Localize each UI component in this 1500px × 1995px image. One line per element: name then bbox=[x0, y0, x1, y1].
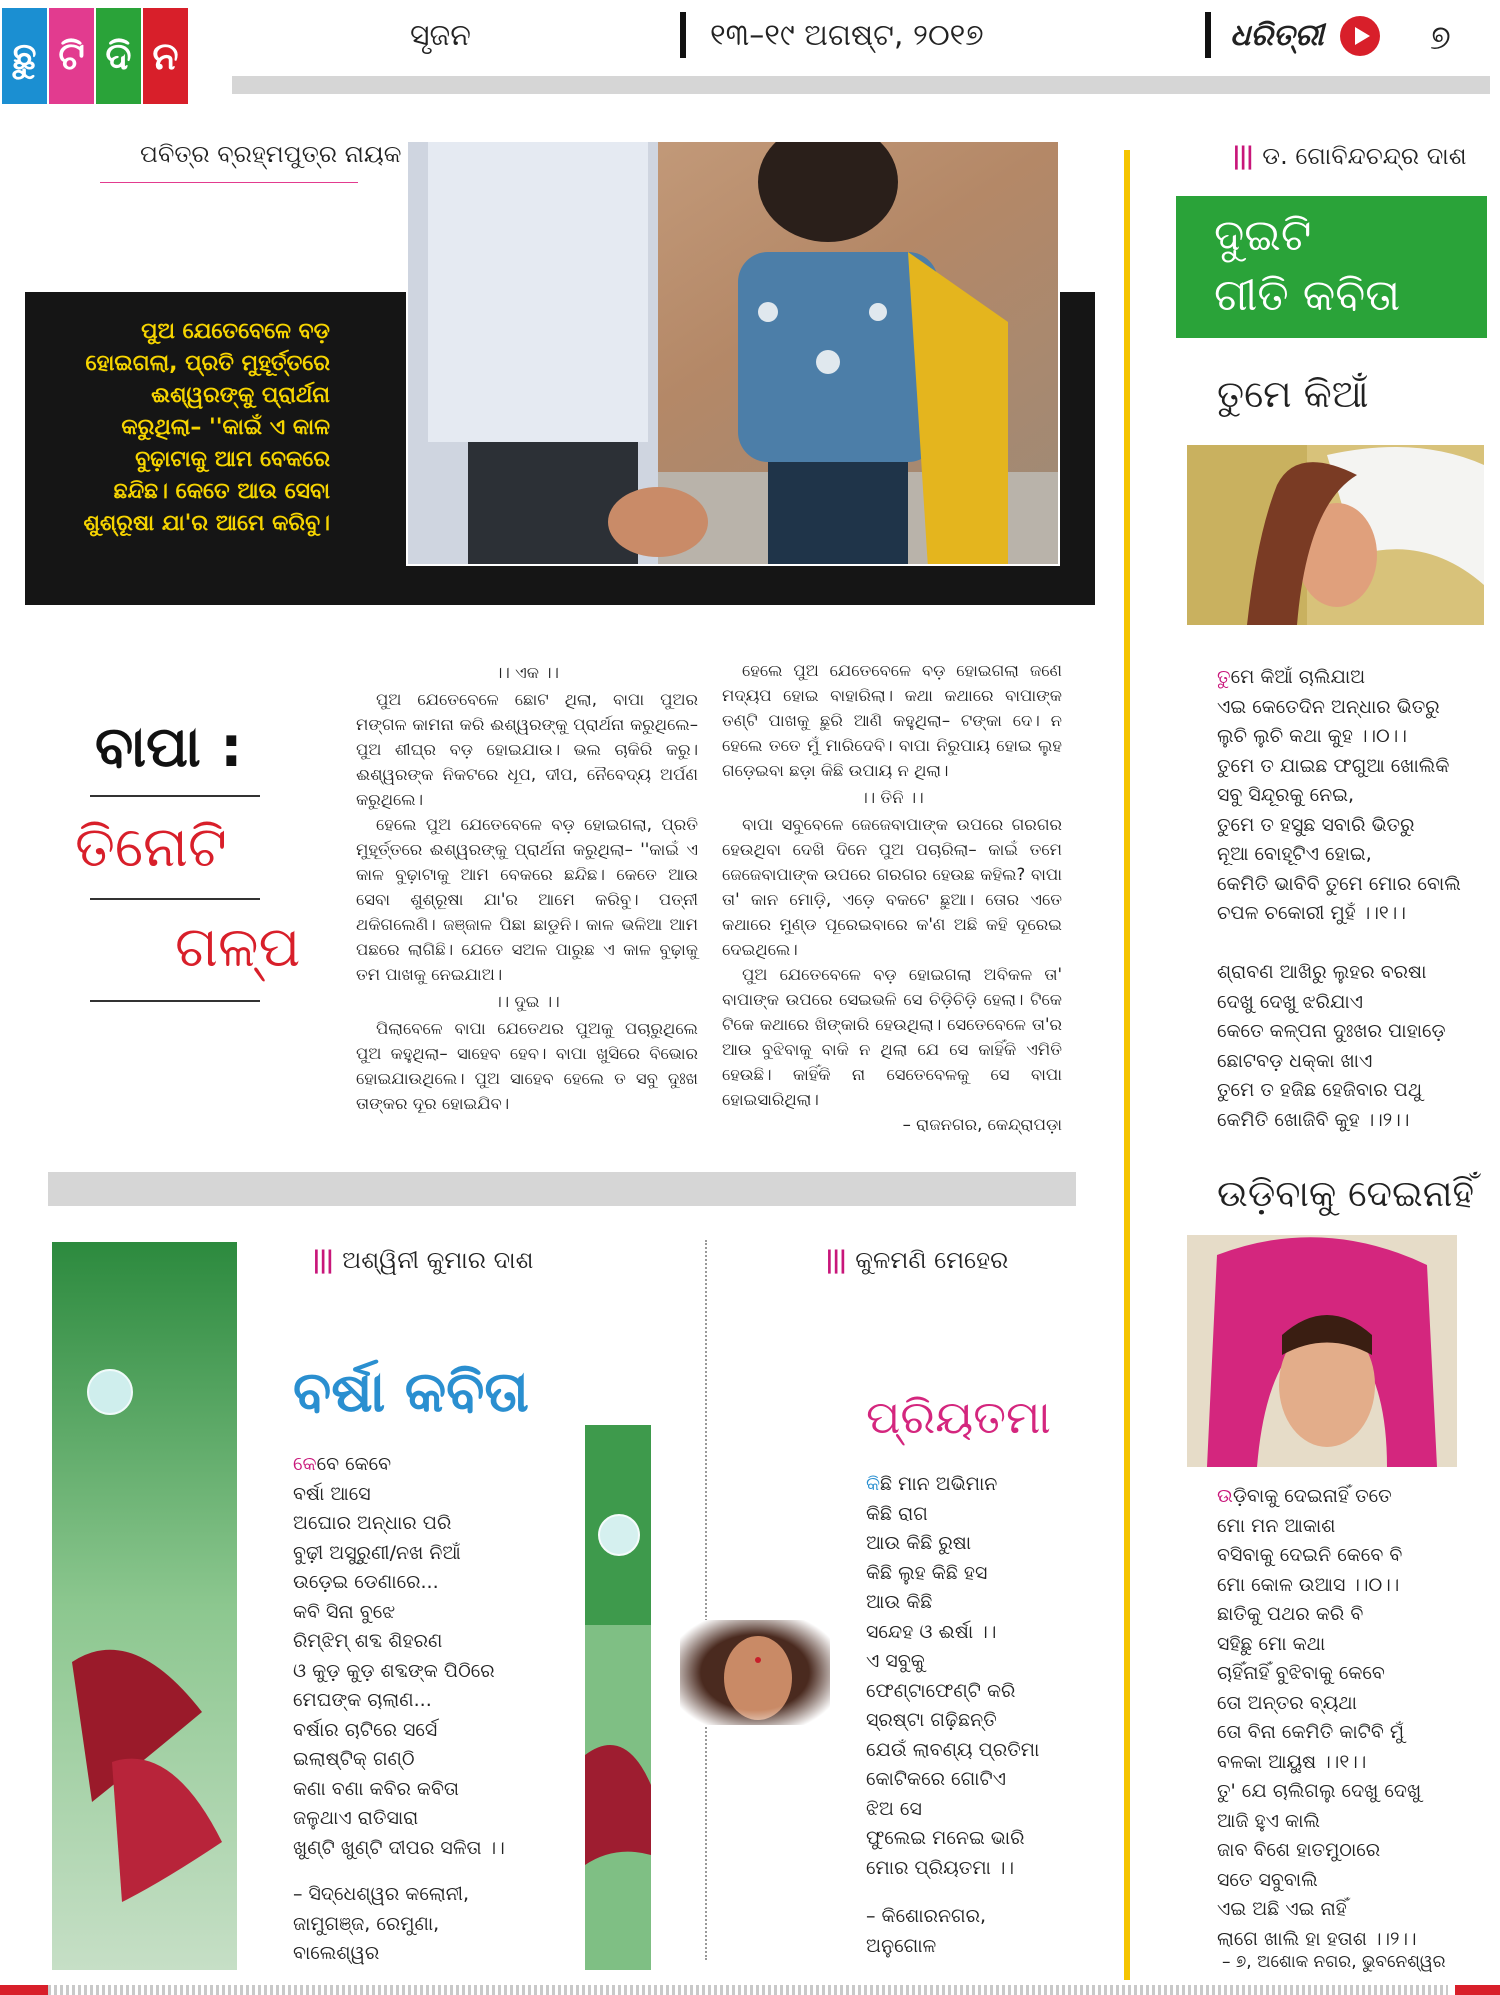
story-place: – ରାଜନଗର, କେନ୍ଦ୍ରାପଡ଼ା bbox=[902, 1115, 1062, 1134]
priyatama-dropcap: କି bbox=[866, 1473, 881, 1495]
author-bars-icon: ||| bbox=[825, 1246, 846, 1274]
section-three-title: ।। ତିନି ।। bbox=[860, 788, 924, 807]
author-bars-icon: ||| bbox=[312, 1246, 333, 1274]
title-rule-2 bbox=[90, 898, 260, 900]
poem1-title: ତୁମେ କିଆଁ bbox=[1217, 372, 1369, 416]
logo-letter-2: ଟି bbox=[49, 8, 94, 104]
story-column-1 bbox=[356, 658, 698, 1116]
poem2-text: ଉଡ଼ିବାକୁ ଦେଇନାହିଁ ତତେ ମୋ ମନ ଆକାଶ ବସିବାକୁ ଦେଇନି କେବେ ବି ମୋ କୋଳ ଉଆସ ।।୦।। ଛାତିକୁ ପଥର କରି ବି ସହିଛୁ ମୋ କଥା ଚାହିଁନାହିଁ ବୁଝିବାକୁ କେବେ ତୋ ଅନ୍ତର ବ୍ୟଥା ତୋ ବିନା କେମିତି କାଟିବି ମୁଁ ବଳକା ଆୟୁଷ ।।୧।। ତୁ' ଯେ ଚାଲିଗଲୁ ଦେଖୁ ଦେଖୁ ଆଜି ହୁଏ କାଲି ଜାବ ବିଶେ ହାତମୁଠାରେ ସତେ ସବୁବାଲି ଏଇ ଅଛି ଏଇ ନାହିଁ ଲାଗେ ଖାଲି ହା ହତାଶ ।।୨।। bbox=[1217, 1485, 1422, 1950]
barsha-dropcap: କେ bbox=[293, 1453, 317, 1475]
rain-photo-left bbox=[52, 1242, 237, 1970]
brand-name: ଧରିତ୍ରୀ bbox=[1230, 18, 1324, 53]
barsha-author: ||| ଅଶ୍ୱିନୀ କୁମାର ଦାଶ bbox=[312, 1246, 534, 1274]
page-number: ୭ bbox=[1430, 18, 1451, 58]
section-one-para-1: ପୁଅ ଯେତେବେଳେ ଛୋଟ ଥିଲା, ବାପା ପୁଅର ମଙ୍ଗଳ କାମନା କରି ଈଶ୍ୱରଙ୍କୁ ପ୍ରାର୍ଥନା କରୁଥିଲେ– ପୁଅ ଶୀଘ୍ର ବଡ଼ ହୋଇଯାଉ। ଭଲ ଚାକିରି କରୁ। ଈଶ୍ୱରଙ୍କ ନିକଟରେ ଧୂପ, ଦୀପ, ନୈବେଦ୍ୟ ଅର୍ପଣ କରୁଥିଲେ। bbox=[356, 690, 698, 809]
section-two-title: ।। ଦୁଇ ।। bbox=[494, 992, 560, 1011]
title-rule-3 bbox=[90, 1000, 260, 1002]
story-title-line1: ବାପା : bbox=[95, 715, 243, 780]
pullquote-text: ପୁଅ ଯେତେବେଳେ ବଡ଼ ହୋଇଗଲା, ପ୍ରତି ମୁହୂର୍ତ୍ତରେ ଈଶ୍ୱରଙ୍କୁ ପ୍ରାର୍ଥନା କରୁଥିଲା– ''କାଇଁ ଏ କାଳ ବୁଢ଼ାଟାକୁ ଆମ ବେକରେ ଛନ୍ଦିଛ। କେତେ ଆଉ ସେବା ଶୁଶ୍ରୂଷା ଯା'ର ଆମେ କରିବୁ। bbox=[83, 319, 330, 536]
issue-date: ୧୩–୧୯ ଅଗଷ୍ଟ, ୨୦୧୭ bbox=[710, 18, 984, 53]
poems-header-line2: ଗୀତି କବିତା bbox=[1214, 270, 1401, 321]
logo-letter-3: ଦି bbox=[96, 8, 141, 104]
column-divider bbox=[1124, 150, 1130, 1980]
author-bars-icon: ||| bbox=[1232, 142, 1253, 170]
section-three-para-1: ବାପା ସବୁବେଳେ ଜେଜେବାପାଙ୍କ ଉପରେ ଗରଗର ହେଉଥିବା ଦେଖି ଦିନେ ପୁଅ ପଚାରିଲା– କାଇଁ ତମେ ଜେଜେବାପାଙ୍କ ଉପରେ ଗରଗର ହେଉଛ କହିଲ? ବାପା ତା' କାନ ମୋଡ଼ି, ଏଡ଼େ ବକଟେ ଛୁଆ। ତୋର ଏତେ କଥାରେ ମୁଣ୍ଡ ପୂରେଇବାରେ କ'ଣ ଅଛି କହି ଦୂରେଇ ଦେଇଥିଲେ। bbox=[722, 815, 1062, 959]
poems-header-line1: ଦୁଇଟି bbox=[1214, 210, 1312, 261]
poem1-text: ତୁମେ କିଆଁ ଚାଲିଯାଅ ଏଇ କେତେଦିନ ଅନ୍ଧାର ଭିତରୁ ଲୁଚି ଲୁଚି କଥା କୁହ ।।୦।। ତୁମେ ତ ଯାଇଛ ଫଗୁଆ ଖୋଲିକି ସବୁ ସିନ୍ଦୂରକୁ ନେଇ, ତୁମେ ତ ହସୁଛ ସବାରି ଭିତରୁ ନୂଆ ବୋହୂଟିଏ ହୋଇ, କେମିତି ଭାବିବି ତୁମେ ମୋର ବୋଲି ଚପଳ ଚକୋରୀ ମୁହଁ ।।୧।। ଶ୍ରାବଣ ଆଖିରୁ ଲୁହର ବରଷା ଦେଖୁ ଦେଖୁ ଝରିଯାଏ କେତେ କଳ୍ପନା ଦୁଃଖର ପାହାଡ଼େ ଛୋଟବଡ଼ ଧକ୍କା ଖାଏ ତୁମେ ତ ହଜିଛ ହେଜିବାର ପଥୁ କେମିତି ଖୋଜିବି କୁହ ।।୨।। bbox=[1217, 666, 1461, 1131]
barsha-title: ବର୍ଷା କବିତା bbox=[293, 1360, 529, 1425]
priyatama-place: – କିଶୋରନଗର, ଅନୁଗୋଳ bbox=[866, 1905, 987, 1957]
story-title-line2: ତିନୋଟି bbox=[75, 815, 227, 880]
bottom-corner-mark-right bbox=[1455, 1985, 1500, 1995]
rain-photo-strip bbox=[585, 1425, 651, 1970]
section-name: ସୃଜନ bbox=[410, 18, 471, 53]
priyatama-author: ||| କୁଳମଣି ମେହେର bbox=[825, 1246, 1009, 1274]
section-one-para-2: ହେଲେ ପୁଅ ଯେତେବେଳେ ବଡ଼ ହୋଇଗଲା, ପ୍ରତି ମୁହୂର୍ତ୍ତରେ ଈଶ୍ୱରଙ୍କୁ ପ୍ରାର୍ଥନା କରୁଥିଲା– ''କାଇଁ ଏ କାଳ ବୁଢ଼ାଟାକୁ ଆମ ବେକରେ ଛନ୍ଦିଛ। କେତେ ଆଉ ସେବା ଶୁଶ୍ରୂଷା ଯା'ର ଆମେ କରିବୁ। ପତ୍ନୀ ଥକିଗଲେଣି। ଜଞ୍ଜାଳ ପିଛା ଛାଡୁନି। କାଳ ଭଳିଆ ଆମ ପଛରେ ଲାଗିଛି। ଯେତେ ସଅଳ ପାରୁଛ ଏ କାଳ ବୁଢ଼ାକୁ ତମ ପାଖକୁ ନେଇଯାଅ। bbox=[356, 815, 698, 984]
section-one-title: ।। ଏକ ।। bbox=[495, 663, 559, 682]
priyatama-text: କିଛି ମାନ ଅଭିମାନ କିଛି ରାଗ ଆଉ କିଛି ରୁଷା କିଛି ଲୁହ କିଛି ହସ ଆଉ କିଛି ସନ୍ଦେହ ଓ ଈର୍ଷା ।। ଏ ସବୁକୁ ଫେଣ୍ଟାଫେଣ୍ଟି କରି ସ୍ରଷ୍ଟା ଗଢ଼ିଛନ୍ତି ଯେଉଁ ଲାବଣ୍ୟ ପ୍ରତିମା କୋଟିକରେ ଗୋଟିଏ ଝିଅ ସେ ଫୁଲେଇ ମନେଇ ଭାରି ମୋର ପ୍ରିୟତମା ।। bbox=[866, 1473, 1040, 1879]
poem2-dropcap: ଉ bbox=[1217, 1485, 1233, 1507]
father-son-photo bbox=[406, 140, 1060, 566]
barsha-place: – ସିଦ୍ଧେଶ୍ୱର କଲୋନୀ, ଜାମୁଗଞ୍ଜ, ରେମୁଣା, ବାଲେଶ୍ୱର bbox=[293, 1883, 470, 1964]
story-title-line3: ଗଳ୍ପ bbox=[175, 915, 301, 980]
poem2-photo bbox=[1187, 1235, 1457, 1467]
play-icon bbox=[1340, 16, 1380, 56]
header-divider bbox=[680, 12, 686, 58]
logo-letter-4: ନ bbox=[143, 8, 188, 104]
author-underline bbox=[100, 182, 358, 183]
header-rule bbox=[232, 76, 1490, 94]
story-author: ପବିତ୍ର ବ୍ରହ୍ମପୁତ୍ର ନାୟକ bbox=[140, 140, 402, 168]
section-three-para-2: ପୁଅ ଯେତେବେଳେ ବଡ଼ ହୋଇଗଲା ଅବିକଳ ତା' ବାପାଙ୍କ ଉପରେ ସେଇଭଳି ସେ ଚିଡ଼ିଚିଡ଼ି ହେଲା। ଟିକେ ଟିକେ କଥାରେ ଖିଙ୍କାରି ହେଉଥିଲା। ସେତେବେଳେ ତା'ର ଆଉ ବୁଝିବାକୁ ବାକି ନ ଥିଲା ଯେ ସେ କାହିଁକି ଏମିତି ହେଉଛି। କାହିଁକି ନା ସେତେବେଳକୁ ସେ ବାପା ହୋଇସାରିଥିଲା। bbox=[722, 965, 1062, 1109]
right-author: ||| ଡ. ଗୋବିନ୍ଦଚନ୍ଦ୍ର ଦାଶ bbox=[1232, 142, 1467, 170]
priyatama-title: ପ୍ରିୟତମା bbox=[866, 1390, 1051, 1444]
header-divider-2 bbox=[1205, 12, 1211, 58]
section-two-para-2: ହେଲେ ପୁଅ ଯେତେବେଳେ ବଡ଼ ହୋଇଗଲା ଜଣେ ମଦ୍ୟପ ହୋଇ ବାହାରିଲା। କଥା କଥାରେ ବାପାଙ୍କ ତଣ୍ଟି ପାଖକୁ ଛୁରି ଆଣି କହୁଥିଲା– ଟଙ୍କା ଦେ। ନ ହେଲେ ତତେ ମୁଁ ମାରିଦେବି। ବାପା ନିରୁପାୟ ହୋଇ ଲୁହ ଗଡ଼େଇବା ଛଡ଼ା କିଛି ଉପାୟ ନ ଥିଲା। bbox=[722, 661, 1062, 780]
bottom-rule bbox=[48, 1985, 1448, 1995]
poem1-photo bbox=[1187, 445, 1484, 625]
poem2-title: ଉଡ଼ିବାକୁ ଦେଇନାହିଁ bbox=[1217, 1172, 1475, 1215]
dotted-divider bbox=[705, 1240, 707, 1960]
right-place: – ୭, ଅଶୋକ ନଗର, ଭୁବନେଶ୍ୱର bbox=[1222, 1952, 1446, 1972]
bottom-corner-mark bbox=[0, 1985, 48, 1995]
barsha-text: କେବେ କେବେ ବର୍ଷା ଆସେ ଅଘୋର ଅନ୍ଧାର ପରି ବୁଢ଼ୀ ଅସୁରୁଣୀ/ନଖ ନିଆଁ ଉଡ଼େଇ ଡେଣାରେ... କବି ସିନା ବୁଝେ ରିମ୍‌ଝିମ୍ ଶବ୍ଦ ଶିହରଣ ଓ କୁଡ଼ କୁଡ଼ ଶବ୍ଦଙ୍କ ପିଠିରେ ମେଘଙ୍କ ଚାଲାଣ... ବର୍ଷାର ଚାଟିରେ ସର୍ସେ ଇଲାଷ୍ଟିକ୍ ଗଣ୍ଠି କଣା ବଣା କବିର କବିତା ଜଳୁଥାଏ ରାତିସାରା ଖୁଣ୍ଟି ଖୁଣ୍ଟି ଦୀପର ସଳିତା ।। bbox=[293, 1453, 505, 1859]
section-two-para-1: ପିଲାବେଳେ ବାପା ଯେତେଥର ପୁଅକୁ ପଚାରୁଥିଲେ ପୁଅ କହୁଥିଲା– ସାହେବ ହେବ। ବାପା ଖୁସିରେ ବିଭୋର ହୋଇଯାଉଥିଲେ। ପୁଅ ସାହେବ ହେଲେ ତ ସବୁ ଦୁଃଖ ତାଙ୍କର ଦୂର ହୋଇଯିବ। bbox=[356, 1019, 698, 1113]
story-column-2 bbox=[722, 658, 1062, 1137]
title-rule-1 bbox=[90, 795, 260, 797]
logo-letter-1: ଛୁ bbox=[2, 8, 47, 104]
poem1-dropcap: ତୁ bbox=[1217, 666, 1231, 688]
woman-portrait bbox=[680, 1620, 830, 1725]
section-separator bbox=[48, 1172, 1076, 1206]
